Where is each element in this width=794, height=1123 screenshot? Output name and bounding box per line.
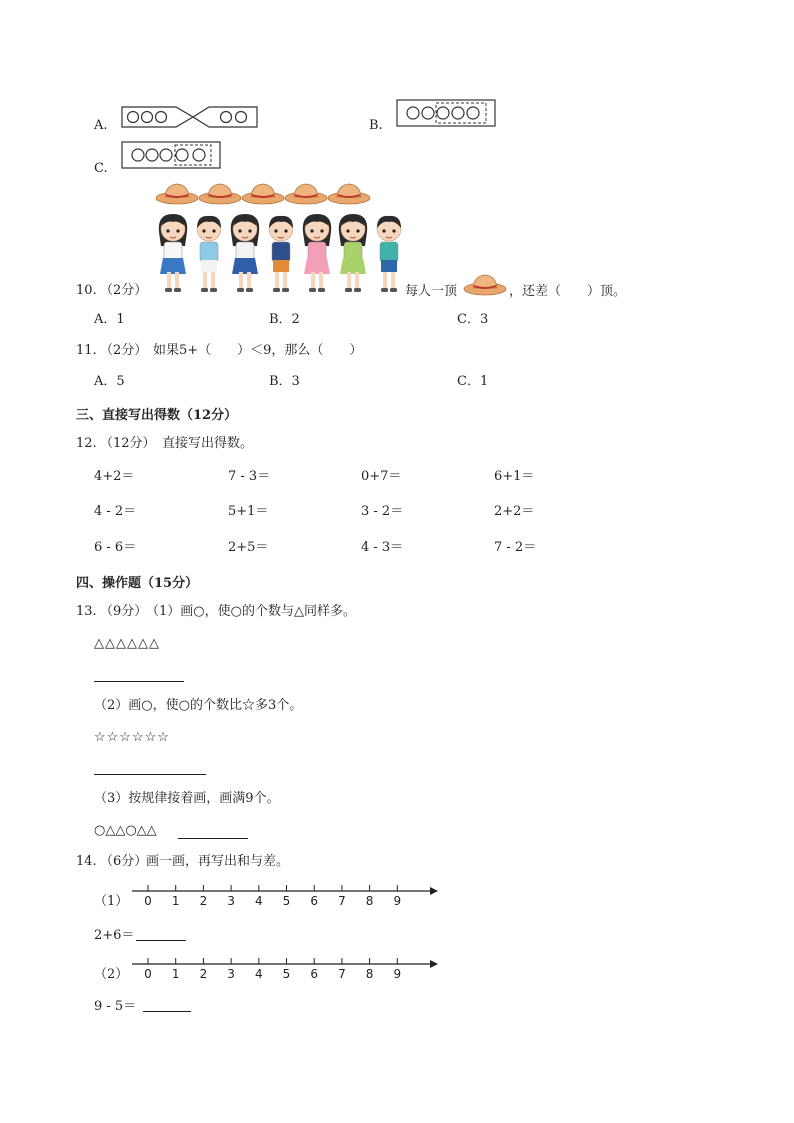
answer-blank[interactable] [94, 667, 184, 682]
tick-label: 8 [365, 894, 374, 908]
q14-eq2: 9 - 5＝ [94, 999, 137, 1014]
tick-label: 2 [199, 894, 208, 908]
q14-text: 画一画，再写出和与差。 [146, 854, 290, 869]
q9-option-a-figure[interactable] [121, 106, 259, 128]
tick-label: 2 [199, 967, 208, 981]
q13-part3-text: （3）按规律接着画，画满9个。 [94, 791, 280, 806]
child-figure [339, 214, 367, 292]
equation[interactable]: 5+1＝ [228, 504, 269, 519]
q14-number: 14. [76, 854, 97, 869]
hat-icon [285, 184, 327, 204]
hat-icon [199, 184, 241, 204]
tick-label: 1 [171, 967, 180, 981]
q12-text: 直接写出得数。 [162, 436, 254, 451]
q13-part1-text: （1）画○，使○的个数与△同样多。 [146, 604, 356, 619]
tick-label: 6 [310, 894, 319, 908]
number-line-2[interactable] [130, 953, 440, 983]
tick-label: 7 [338, 894, 346, 908]
section-3-heading: 三、直接写出得数（12分） [76, 408, 238, 423]
hat-icon [328, 184, 370, 204]
q13-number: 13. [76, 604, 97, 619]
q13-part2-text: （2）画○，使○的个数比☆多3个。 [94, 698, 303, 713]
equation[interactable]: 7 - 3＝ [228, 469, 271, 484]
answer-blank[interactable] [136, 926, 186, 941]
tick-label: 4 [254, 894, 263, 908]
equation[interactable]: 6 - 6＝ [94, 540, 137, 555]
star-row: ☆☆☆☆☆☆ [94, 730, 170, 745]
child-figure [231, 214, 259, 292]
number-line-2-label: （2） [94, 967, 129, 982]
child-figure [269, 216, 293, 292]
q12-number: 12. [76, 436, 97, 451]
child-figure [197, 216, 221, 292]
q10-number: 10. [76, 283, 97, 298]
q10-option-c[interactable]: C．3 [457, 312, 489, 327]
triangle-row: △△△△△△ [94, 636, 160, 651]
tick-label: 0 [144, 967, 152, 981]
answer-blank[interactable] [94, 760, 206, 775]
tick-label: 9 [393, 967, 402, 981]
q11-option-a[interactable]: A．5 [94, 374, 125, 389]
equation[interactable]: 2+2＝ [494, 504, 535, 519]
q14-score: （6分） [100, 854, 148, 869]
child-figure [377, 216, 401, 292]
answer-blank[interactable] [178, 824, 248, 839]
q10-option-a[interactable]: A．1 [94, 312, 125, 327]
q9-option-c-figure[interactable] [121, 141, 221, 169]
hat-icon [242, 184, 284, 204]
q11-text: 如果5+（ ）＜9，那么（ ） [153, 343, 363, 358]
equation[interactable]: 3 - 2＝ [361, 504, 404, 519]
tick-label: 6 [310, 967, 319, 981]
number-line-1-label: （1） [94, 894, 129, 909]
tick-label: 0 [144, 894, 152, 908]
q14-eq1: 2+6＝ [94, 928, 135, 943]
tick-label: 4 [254, 967, 263, 981]
equation[interactable]: 2+5＝ [228, 540, 269, 555]
child-figure [159, 214, 187, 292]
hats-row [155, 180, 370, 210]
children-row [155, 212, 405, 296]
arrow-icon [430, 960, 438, 968]
answer-blank[interactable] [143, 997, 191, 1012]
q12-score: （12分） [100, 436, 156, 451]
tick-label: 3 [227, 894, 235, 908]
q11-score: （2分） [100, 343, 148, 358]
tick-label: 5 [282, 894, 291, 908]
equation[interactable]: 4 - 2＝ [94, 504, 137, 519]
tick-label: 7 [338, 967, 346, 981]
hat-icon [156, 184, 198, 204]
equation[interactable]: 4 - 3＝ [361, 540, 404, 555]
equation[interactable]: 4+2＝ [94, 469, 135, 484]
equation[interactable]: 6+1＝ [494, 469, 535, 484]
child-figure [303, 214, 331, 292]
q9-option-c-letter: C. [94, 161, 108, 176]
tick-label: 1 [171, 894, 180, 908]
q9-option-b-figure[interactable] [396, 99, 496, 129]
q11-option-b[interactable]: B．3 [269, 374, 300, 389]
q9-option-b-letter: B. [369, 118, 383, 133]
q10-text-after: ，还差（ ）顶。 [509, 284, 627, 299]
tick-label: 5 [282, 967, 291, 981]
tick-label: 9 [393, 894, 402, 908]
arrow-icon [430, 887, 438, 895]
q11-option-c[interactable]: C．1 [457, 374, 489, 389]
tick-label: 3 [227, 967, 235, 981]
q10-option-b[interactable]: B．2 [269, 312, 300, 327]
equation[interactable]: 0+7＝ [361, 469, 402, 484]
equation[interactable]: 7 - 2＝ [494, 540, 537, 555]
pattern-row: ○△△○△△ [94, 823, 157, 838]
q11-number: 11. [76, 343, 97, 358]
q10-score: （2分） [100, 283, 148, 298]
hat-icon [463, 271, 507, 297]
q10-text-before: 每人一顶 [405, 284, 458, 299]
q13-score: （9分） [100, 604, 148, 619]
number-line-1[interactable] [130, 880, 440, 910]
section-4-heading: 四、操作题（15分） [76, 576, 199, 591]
q9-option-a-letter: A. [94, 118, 108, 133]
tick-label: 8 [365, 967, 374, 981]
